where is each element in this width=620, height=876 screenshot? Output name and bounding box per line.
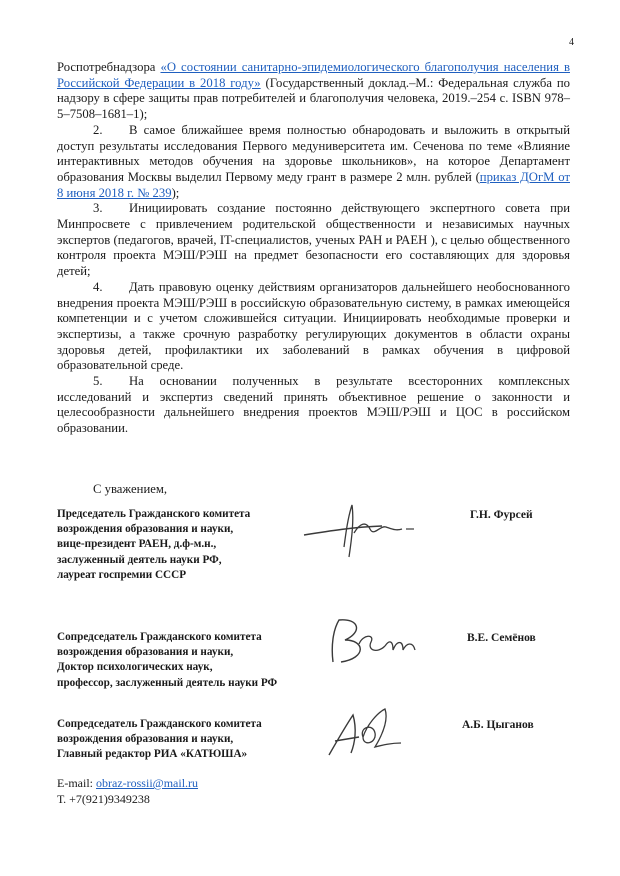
report-2018-link[interactable]: «О состоянии санитарно-эпидемиологического благополучия населения в Российской Федерации в 2018 году» <box>57 60 570 90</box>
paragraph-2-number: 2. <box>93 122 103 137</box>
paragraph-2 <box>57 123 570 202</box>
signatory-title <box>57 507 317 583</box>
email-line <box>57 775 198 791</box>
signatory-name: В.Е. Семёнов <box>467 632 536 644</box>
signatory-title-line: возрождения образования и науки, <box>57 733 234 746</box>
signatory-title-line: заслуженный деятель науки РФ, <box>57 553 222 566</box>
paragraph-2-text: В самое ближайшее время полностью обнародовать и выложить в открытый доступ результаты исследования Первого медуниверситета им. Сеченова по теме «Влияние интерактивных методов обучения на здоровье школьников», на которое Департамент образования Москвы выделил Первому меду грант в размере 2 млн. рублей ( <box>57 122 570 184</box>
signatory-title <box>57 630 317 691</box>
signatory-title-line: Главный редактор РИА «КАТЮША» <box>57 748 248 761</box>
signatory-title-line: возрождения образования и науки, <box>57 523 234 536</box>
contacts <box>57 775 198 807</box>
greeting: С уважением, <box>93 482 168 496</box>
signatory-title-line: Председатель Гражданского комитета <box>57 508 251 520</box>
signatory-fursey <box>57 507 617 597</box>
signatory-title-line: вице-президент РАЕН, д.ф-м.н., <box>57 538 217 551</box>
email-label: E-mail: <box>57 776 96 790</box>
paragraph-intro-text: Роспотребнадзора <box>57 60 161 74</box>
signatory-title-line: профессор, заслуженный деятель науки РФ <box>57 676 278 689</box>
paragraph-5-number: 5. <box>93 374 103 389</box>
paragraph-5 <box>57 374 570 437</box>
signatory-title <box>57 717 317 763</box>
paragraph-intro-text-after: (Государственный доклад.–М.: Федеральная служба по надзору в сфере защиты прав потребителей и благополучия человека, 2019.–254 с. ISBN 978–5–7508–1681–1); <box>57 75 571 122</box>
signatory-name: Г.Н. Фурсей <box>470 509 533 521</box>
signatory-title-line: Сопредседатель Гражданского комитета <box>57 631 262 643</box>
paragraph-3-number: 3. <box>93 201 103 216</box>
paragraph-5-text: На основании полученных в результате всесторонних комплексных исследований и экспертиз сведений принять объективное решение о законности и целесообразности дальнейшего внедрения проектов МЭШ/РЭШ и ЦОС в российском образовании. <box>57 374 570 436</box>
paragraph-4-number: 4. <box>93 279 103 294</box>
order-dogm-link[interactable]: приказ ДОгМ от 8 июня 2018 г. № 239 <box>57 169 570 200</box>
paragraph-intro <box>57 60 570 123</box>
signatory-title-line: Сопредседатель Гражданского комитета <box>57 718 262 730</box>
phone-line: Т. +7(921)9349238 <box>57 792 150 806</box>
signature-semenov-icon <box>319 612 429 672</box>
page-number: 4 <box>569 37 574 48</box>
signature-tsyganov-icon <box>319 703 419 763</box>
paragraph-3-text: Инициировать создание постоянно действующего экспертного совета при Минпросвете с привлечением родительской общественности и независимых научных экспертов (педагогов, врачей, IT-специалистов, ученых РАН и РАЕН ), с целью общественного контроля проекта МЭШ/РЭШ на предмет безопасности его составляющих для здоровья детей; <box>57 201 570 279</box>
signatory-title-line: возрождения образования и науки, <box>57 646 234 659</box>
signature-fursey-icon <box>294 497 444 567</box>
letter-body <box>57 60 570 437</box>
signatory-name: А.Б. Цыганов <box>462 719 534 731</box>
paragraph-4 <box>57 280 570 374</box>
signatory-title-line: Доктор психологических наук, <box>57 661 213 674</box>
paragraph-4-text: Дать правовую оценку действиям организаторов дальнейшего необоснованного внедрения проекта МЭШ/РЭШ в российскую образовательную систему, в рамках имеющейся компетенции и с учетом сложившейся ситуации. Инициировать необходимые проверки и экспертизы, а также срочную разработку регулирующих документов в области охраны здоровья детей, профилактики их заболеваний в рамках обучения в цифровой образовательной среде. <box>57 279 570 373</box>
paragraph-2-text-after: ); <box>171 185 180 200</box>
signatory-title-line: лауреат госпремии СССР <box>57 568 187 581</box>
paragraph-3 <box>57 201 570 280</box>
email-link[interactable]: obraz-rossii@mail.ru <box>96 776 199 790</box>
